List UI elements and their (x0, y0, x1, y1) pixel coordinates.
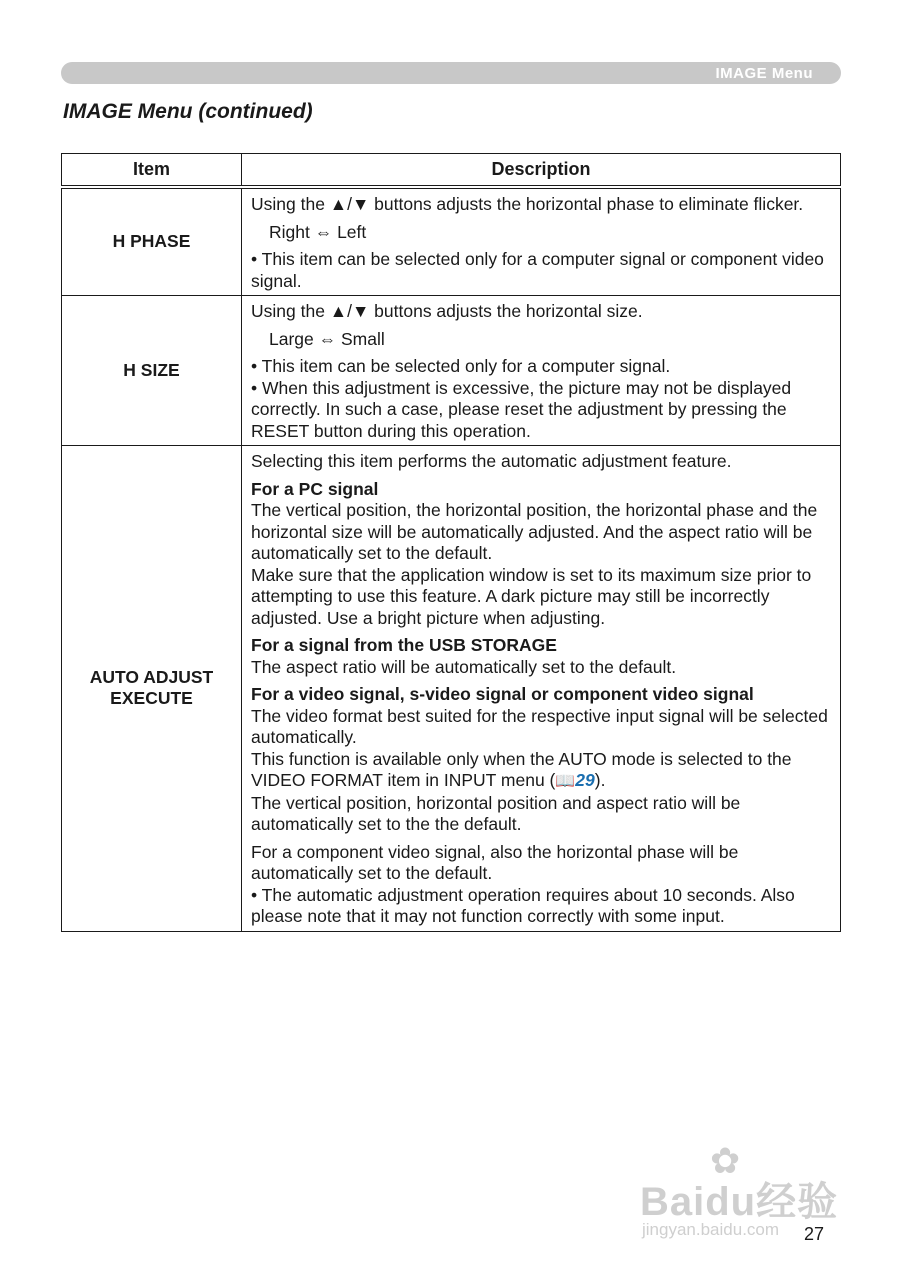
pc-signal-text: Make sure that the application window is set to its maximum size prior to attempting to use this feature. A dark picture may still be incorrectly adjusted. Use a bright picture when adjusting. (251, 564, 812, 628)
image-menu-table (61, 153, 841, 932)
video-format-text: This function is available only when the AUTO mode is selected to the VIDEO FORMAT item in INPUT menu ( (251, 748, 792, 790)
page-number: 27 (804, 1224, 825, 1244)
column-header-item: Item (62, 154, 242, 188)
item-auto-adjust-execute (62, 446, 242, 932)
description-h-phase (242, 187, 841, 296)
page-reference-number: 29 (575, 770, 595, 790)
table-row-auto-adjust (62, 446, 841, 932)
table-header-row (62, 154, 841, 188)
usb-signal-heading: For a signal from the USB STORAGE (251, 635, 557, 655)
desc-range: Right ⇔ Left (269, 221, 367, 242)
section-label: IMAGE Menu (715, 65, 813, 82)
desc-text: Using the ▲/▼ buttons adjusts the horizontal phase to eliminate flicker. (251, 194, 804, 214)
video-signal-text: The vertical position, horizontal position and aspect ratio will be automatically set to the the default. (251, 792, 741, 834)
video-signal-text (251, 749, 833, 793)
column-header-description: Description (242, 154, 841, 188)
desc-note: • This item can be selected only for a computer signal or component video signal. (251, 249, 824, 291)
usb-signal-section (251, 635, 833, 678)
video-signal-section (251, 684, 833, 836)
page-title: IMAGE Menu (continued) (63, 100, 313, 123)
table-row-h-phase (62, 187, 841, 296)
description-auto-adjust (242, 446, 841, 932)
paw-icon: ✿ (710, 1140, 741, 1181)
pc-signal-text: The vertical position, the horizontal position, the horizontal phase and the horizontal size will be automatically adjusted. And the aspect ratio will be automatically set to the default. (251, 500, 818, 563)
table-row-h-size (62, 296, 841, 446)
video-format-text-end: ). (594, 770, 606, 790)
pc-signal-section (251, 479, 833, 630)
section-header-bar (61, 62, 841, 84)
description-h-size (242, 296, 841, 446)
item-label-line: AUTO ADJUST (89, 666, 214, 687)
item-label-line: EXECUTE (110, 688, 193, 709)
watermark-url: jingyan.baidu.com (642, 1220, 780, 1239)
desc-note: • When this adjustment is excessive, the picture may not be displayed correctly. In such a case, please reset the adjustment by pressing the RESET button during this operation. (251, 377, 792, 441)
item-h-phase: H PHASE (62, 187, 242, 296)
item-h-size: H SIZE (62, 296, 242, 446)
usb-signal-text: The aspect ratio will be automatically set to the default. (251, 656, 677, 677)
video-signal-heading: For a video signal, s-video signal or component video signal (251, 684, 754, 704)
desc-range: Large ⇔ Small (269, 328, 385, 349)
pc-signal-heading: For a PC signal (251, 478, 379, 499)
desc-note: • This item can be selected only for a computer signal. (251, 356, 671, 376)
component-signal-text: For a component video signal, also the horizontal phase will be automatically set to the default. (251, 841, 739, 883)
desc-text: Using the ▲/▼ buttons adjusts the horizontal size. (251, 301, 643, 321)
book-icon: 📖 (555, 773, 576, 790)
desc-note: • The automatic adjustment operation requires about 10 seconds. Also please note that it may not function correctly with some input. (251, 884, 795, 926)
video-signal-text: The video format best suited for the respective input signal will be selected automatically. (251, 705, 828, 747)
desc-text: Selecting this item performs the automatic adjustment feature. (251, 451, 732, 471)
watermark-brand: Baidu经验 (640, 1180, 839, 1224)
page-reference-link[interactable] (555, 770, 594, 790)
